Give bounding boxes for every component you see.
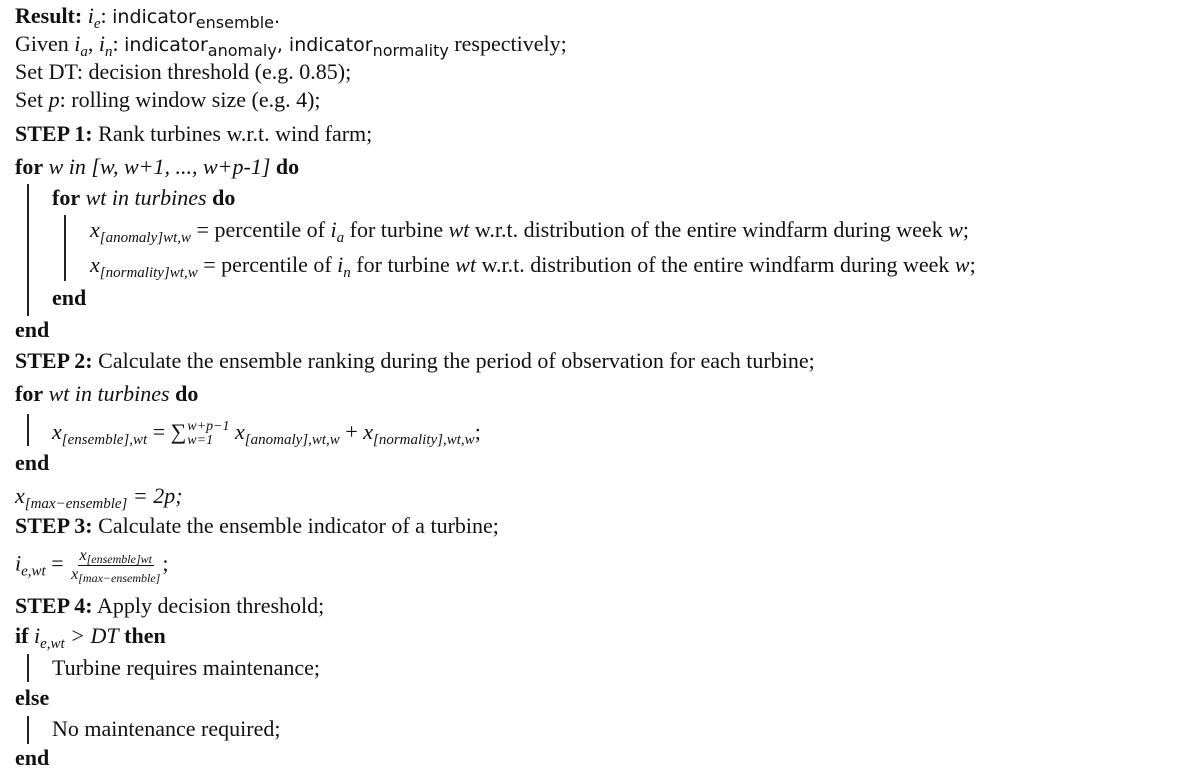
given-line: Given $i_a$, $i_n$: indicator$_{anomaly}$, indicator$_{normality}$ respectively; <box>15 31 567 60</box>
else-text: No maintenance required; <box>52 716 281 741</box>
result-line: Result: $i_e$: indicator$_{ensemble}$. <box>15 3 281 32</box>
end-for-2: end <box>15 450 50 475</box>
normality-percentile-line: $x_{[normality]wt,w}$ = percentile of $i_n$ for turbine wt w.r.t. distribution of the entire windfarm during week w; <box>90 252 976 281</box>
step1-line: STEP 1: Rank turbines w.r.t. wind farm; <box>15 121 373 146</box>
for-week-line: for w in [w, w+1, ..., w+p-1] do <box>15 154 300 179</box>
ensemble-sum-line: $x_{[ensemble],wt}$ = ∑ w+p−1 w=1 $x_{[anomaly],wt,w} + x_{[normality],wt,w}$; <box>52 418 481 448</box>
block-bar <box>27 414 29 446</box>
if-line: if $i_{e,wt}$ > DT then <box>15 623 166 652</box>
block-bar <box>27 654 29 682</box>
block-bar <box>64 215 66 281</box>
anomaly-percentile-line: $x_{[anomaly]wt,w}$ = percentile of $i_a$ for turbine wt w.r.t. distribution of the entire windfarm during week w; <box>90 217 970 246</box>
end-if: end <box>15 745 50 770</box>
ensemble-indicator-line: $i_{e,wt}$ = $\frac{x_{[ensemble]wt}}{x_{[max-ensemble]}}$ ; <box>15 547 169 585</box>
set-dt-line: Set DT: decision threshold (e.g. 0.85); <box>15 59 352 84</box>
else-keyword: else <box>15 685 50 710</box>
step4-line: STEP 4: Apply decision threshold; <box>15 593 325 618</box>
block-bar <box>27 184 29 316</box>
sum-operator: ∑ w+p−1 w=1 <box>170 418 230 448</box>
fraction: $\frac{x_{[ensemble]wt}}{x_{[max-ensemble]}}$ <box>71 547 161 585</box>
max-ensemble-line: $x_{[max-ensemble]} = 2p$; <box>15 483 183 512</box>
end-outer-for: end <box>15 317 50 342</box>
step2-line: STEP 2: Calculate the ensemble ranking during the period of observation for each turbine; <box>15 348 815 373</box>
for-turbine-line-2: for wt in turbines do <box>15 381 199 406</box>
for-turbine-line: for wt in turbines do <box>52 185 236 210</box>
end-inner-for: end <box>52 285 87 310</box>
then-text: Turbine requires maintenance; <box>52 655 320 680</box>
block-bar <box>27 716 29 744</box>
set-p-line: Set p: rolling window size (e.g. 4); <box>15 87 321 112</box>
step3-line: STEP 3: Calculate the ensemble indicator of a turbine; <box>15 513 499 538</box>
